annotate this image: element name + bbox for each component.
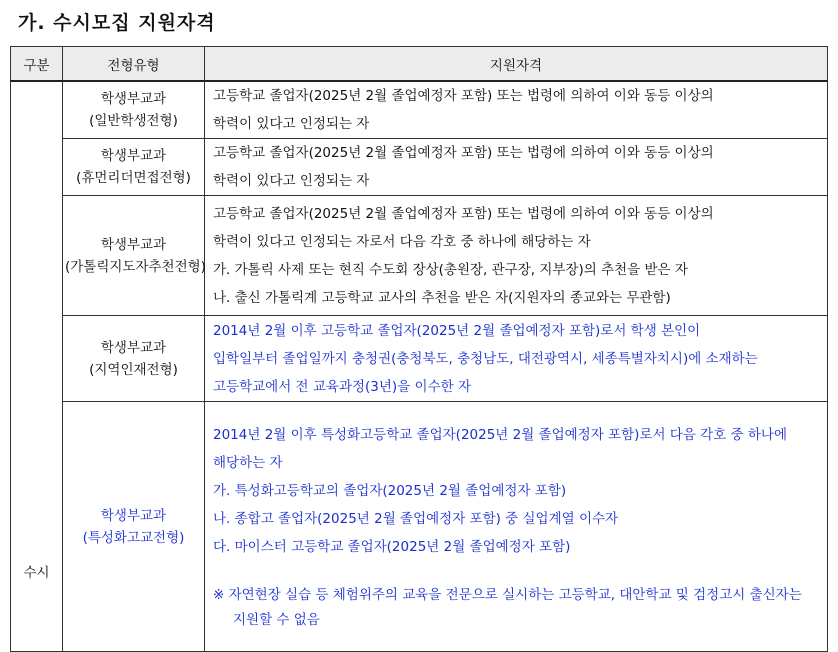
- qualification-cell: [205, 139, 828, 196]
- qualification-line: 학력이 있다고 인정되는 자로서 다음 각호 중 하나에 해당하는 자: [213, 233, 591, 250]
- qualification-line: 고등학교에서 전 교육과정(3년)을 이수한 자: [213, 378, 471, 395]
- qualification-cell: [205, 81, 828, 139]
- spacer: [213, 561, 819, 583]
- table-row: [11, 402, 828, 652]
- qualification-line: 가. 특성화고등학교의 졸업자(2025년 2월 졸업예정자 포함): [213, 482, 567, 499]
- eligibility-table: [10, 46, 828, 652]
- admission-type-cell: [63, 81, 205, 139]
- type-dept: 학생부교과: [100, 91, 167, 107]
- qualification-line: 고등학교 졸업자(2025년 2월 졸업예정자 포함) 또는 법령에 의하여 이와 동등 이상의: [213, 88, 714, 104]
- type-name: (가톨릭지도자추천전형): [65, 258, 206, 275]
- header-qualification: 지원자격: [205, 47, 828, 82]
- admission-type-cell: [63, 316, 205, 402]
- type-name: (휴먼리더면접전형): [76, 170, 191, 186]
- type-name: (지역인재전형): [89, 361, 178, 378]
- qualification-cell: [205, 196, 828, 316]
- table-header-row: [11, 47, 828, 82]
- qualification-line: 2014년 2월 이후 특성화고등학교 졸업자(2025년 2월 졸업예정자 포함)로서 다음 각호 중 하나에: [213, 426, 787, 443]
- qualification-note: ※ 자연현장 실습 등 체험위주의 교육을 전문으로 실시하는 고등학교, 대안학교 및 검정고시 출신자는 지원할 수 없음: [213, 586, 802, 628]
- type-dept: 학생부교과: [100, 148, 167, 164]
- table-row: [11, 81, 828, 139]
- qualification-line: 고등학교 졸업자(2025년 2월 졸업예정자 포함) 또는 법령에 의하여 이와 동등 이상의: [213, 205, 714, 222]
- qualification-line: 다. 마이스터 고등학교 졸업자(2025년 2월 졸업예정자 포함): [213, 538, 571, 555]
- qualification-line: 학력이 있다고 인정되는 자: [213, 173, 370, 189]
- qualification-cell: [205, 402, 828, 652]
- type-dept: 학생부교과: [100, 236, 167, 253]
- qualification-line: 나. 종합고 졸업자(2025년 2월 졸업예정자 포함) 중 실업계열 이수자: [213, 510, 619, 527]
- qualification-cell: [205, 316, 828, 402]
- qualification-line: 나. 출신 가톨릭계 고등학교 교사의 추천을 받은 자(지원자의 종교와는 무관함): [213, 289, 671, 306]
- admission-type-cell: [63, 402, 205, 652]
- type-dept: 학생부교과: [100, 507, 167, 524]
- category-cell: 수시: [11, 81, 63, 652]
- qualification-line: 2014년 2월 이후 고등학교 졸업자(2025년 2월 졸업예정자 포함)로서 학생 본인이: [213, 322, 701, 339]
- qualification-line: 고등학교 졸업자(2025년 2월 졸업예정자 포함) 또는 법령에 의하여 이와 동등 이상의: [213, 145, 714, 161]
- type-dept: 학생부교과: [100, 339, 167, 356]
- qualification-line: 입학일부터 졸업일까지 충청권(충청북도, 충청남도, 대전광역시, 세종특별자치시)에 소재하는: [213, 350, 758, 367]
- type-name: (일반학생전형): [89, 113, 178, 129]
- table-row: [11, 139, 828, 196]
- table-row: [11, 316, 828, 402]
- admission-type-cell: [63, 196, 205, 316]
- section-title: 가. 수시모집 지원자격: [18, 12, 216, 34]
- table-row: [11, 196, 828, 316]
- qualification-line: 학력이 있다고 인정되는 자: [213, 116, 370, 132]
- header-admission-type: 전형유형: [63, 47, 205, 82]
- type-name: (특성화고교전형): [82, 529, 185, 546]
- qualification-line: 해당하는 자: [213, 454, 283, 471]
- admission-type-cell: [63, 139, 205, 196]
- header-category: 구분: [11, 47, 63, 82]
- qualification-line: 가. 가톨릭 사제 또는 현직 수도회 장상(총원장, 관구장, 지부장)의 추천을 받은 자: [213, 261, 688, 278]
